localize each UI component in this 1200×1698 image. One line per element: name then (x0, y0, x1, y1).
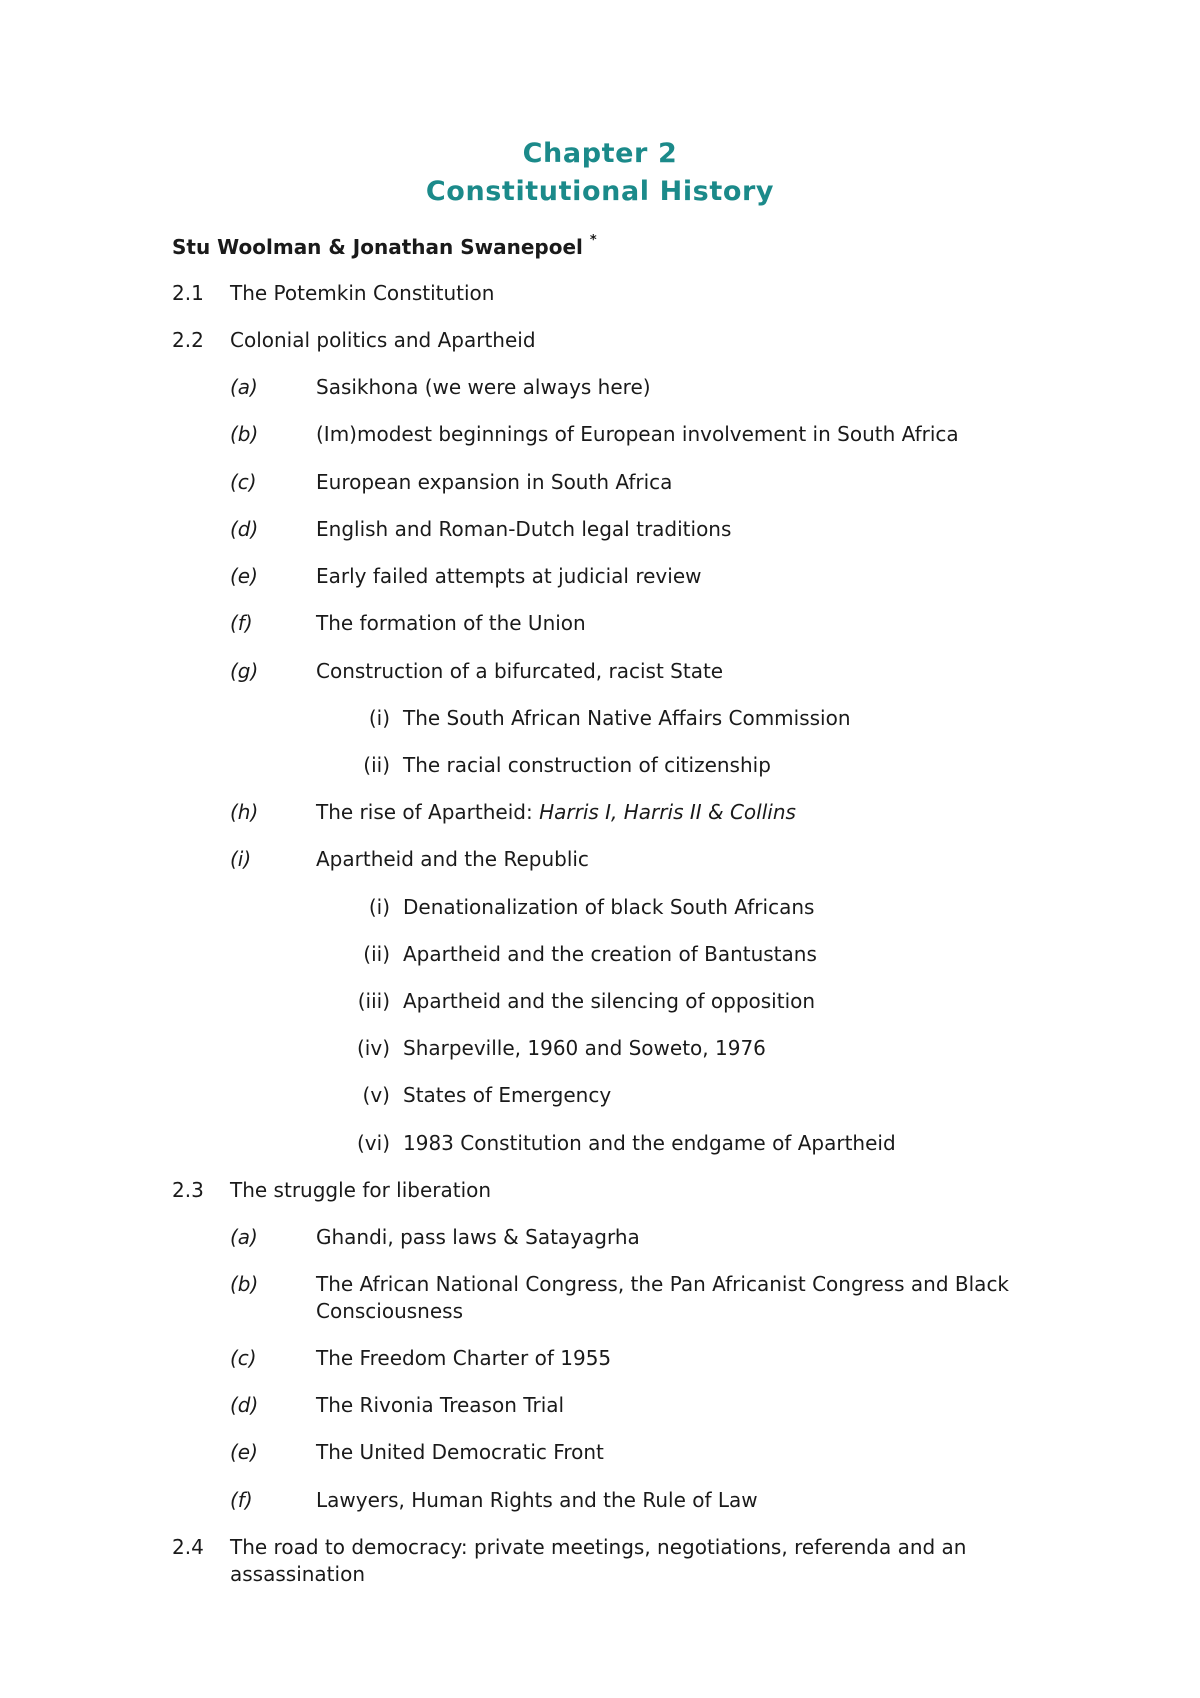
author-footnote-mark: * (589, 233, 597, 249)
subitem-numeral: (ii) (363, 942, 390, 966)
subitem-numeral: (iv) (357, 1036, 390, 1060)
item-letter: (d) (230, 517, 259, 541)
item-letter: (d) (230, 1393, 259, 1417)
subitem-numeral: (i) (368, 895, 390, 919)
item-letter: (f) (230, 1488, 253, 1512)
subitem-title: States of Emergency (403, 1083, 612, 1107)
item-letter: (g) (230, 659, 259, 683)
item-title-line-2: Consciousness (316, 1299, 464, 1323)
item-title: Lawyers, Human Rights and the Rule of Law (316, 1488, 758, 1512)
subitem-numeral: (i) (368, 706, 390, 730)
section-title: Colonial politics and Apartheid (230, 328, 536, 352)
subitem-numeral: (ii) (363, 753, 390, 777)
item-letter: (f) (230, 611, 253, 635)
case-names: Harris I, Harris II & Collins (539, 800, 796, 824)
authors (172, 235, 597, 259)
item-letter: (e) (230, 1440, 258, 1464)
author-names: Stu Woolman & Jonathan Swanepoel (172, 235, 583, 259)
item-letter: (c) (230, 1346, 257, 1370)
section-number: 2.1 (172, 281, 204, 305)
item-title: The formation of the Union (316, 611, 586, 635)
section-number: 2.3 (172, 1178, 204, 1202)
item-title: Ghandi, pass laws & Satayagrha (316, 1225, 640, 1249)
section-title: The struggle for liberation (230, 1178, 492, 1202)
item-title: Sasikhona (we were always here) (316, 375, 651, 399)
section-number: 2.2 (172, 328, 204, 352)
item-title: European expansion in South Africa (316, 470, 673, 494)
item-title-text: The rise of Apartheid: (316, 800, 540, 824)
subitem-title: The racial construction of citizenship (403, 753, 771, 777)
chapter-number: Chapter 2 (522, 138, 678, 169)
item-letter: (e) (230, 564, 258, 588)
item-letter: (c) (230, 470, 257, 494)
section-title: The Potemkin Constitution (230, 281, 495, 305)
subitem-title: 1983 Constitution and the endgame of Apartheid (403, 1131, 896, 1155)
subitem-title: The South African Native Affairs Commission (403, 706, 851, 730)
section-number: 2.4 (172, 1535, 204, 1559)
item-letter: (i) (230, 847, 252, 871)
subitem-numeral: (v) (362, 1083, 390, 1107)
item-title: Apartheid and the Republic (316, 847, 589, 871)
item-title: English and Roman-Dutch legal traditions (316, 517, 732, 541)
subitem-title: Denationalization of black South Africans (403, 895, 815, 919)
subitem-title: Apartheid and the silencing of opposition (403, 989, 816, 1013)
item-letter: (b) (230, 1272, 259, 1296)
item-title: The United Democratic Front (316, 1440, 604, 1464)
item-letter: (a) (230, 1225, 258, 1249)
subitem-numeral: (vi) (357, 1131, 390, 1155)
section-title-line-2: assassination (230, 1562, 365, 1586)
item-title: (Im)modest beginnings of European involvement in South Africa (316, 422, 959, 446)
item-title (316, 798, 796, 826)
subitem-title: Apartheid and the creation of Bantustans (403, 942, 817, 966)
subitem-numeral: (iii) (357, 989, 390, 1013)
subitem-title: Sharpeville, 1960 and Soweto, 1976 (403, 1036, 766, 1060)
item-title-line-1: The African National Congress, the Pan Africanist Congress and Black (316, 1272, 1010, 1296)
item-title: The Rivonia Treason Trial (316, 1393, 565, 1417)
item-title: Early failed attempts at judicial review (316, 564, 702, 588)
item-title: Construction of a bifurcated, racist State (316, 659, 724, 683)
item-letter: (h) (230, 800, 259, 824)
item-letter: (b) (230, 422, 259, 446)
item-letter: (a) (230, 375, 258, 399)
chapter-title: Constitutional History (425, 176, 775, 207)
item-title: The Freedom Charter of 1955 (316, 1346, 612, 1370)
section-title-line-1: The road to democracy: private meetings, negotiations, referenda and an (230, 1535, 967, 1559)
